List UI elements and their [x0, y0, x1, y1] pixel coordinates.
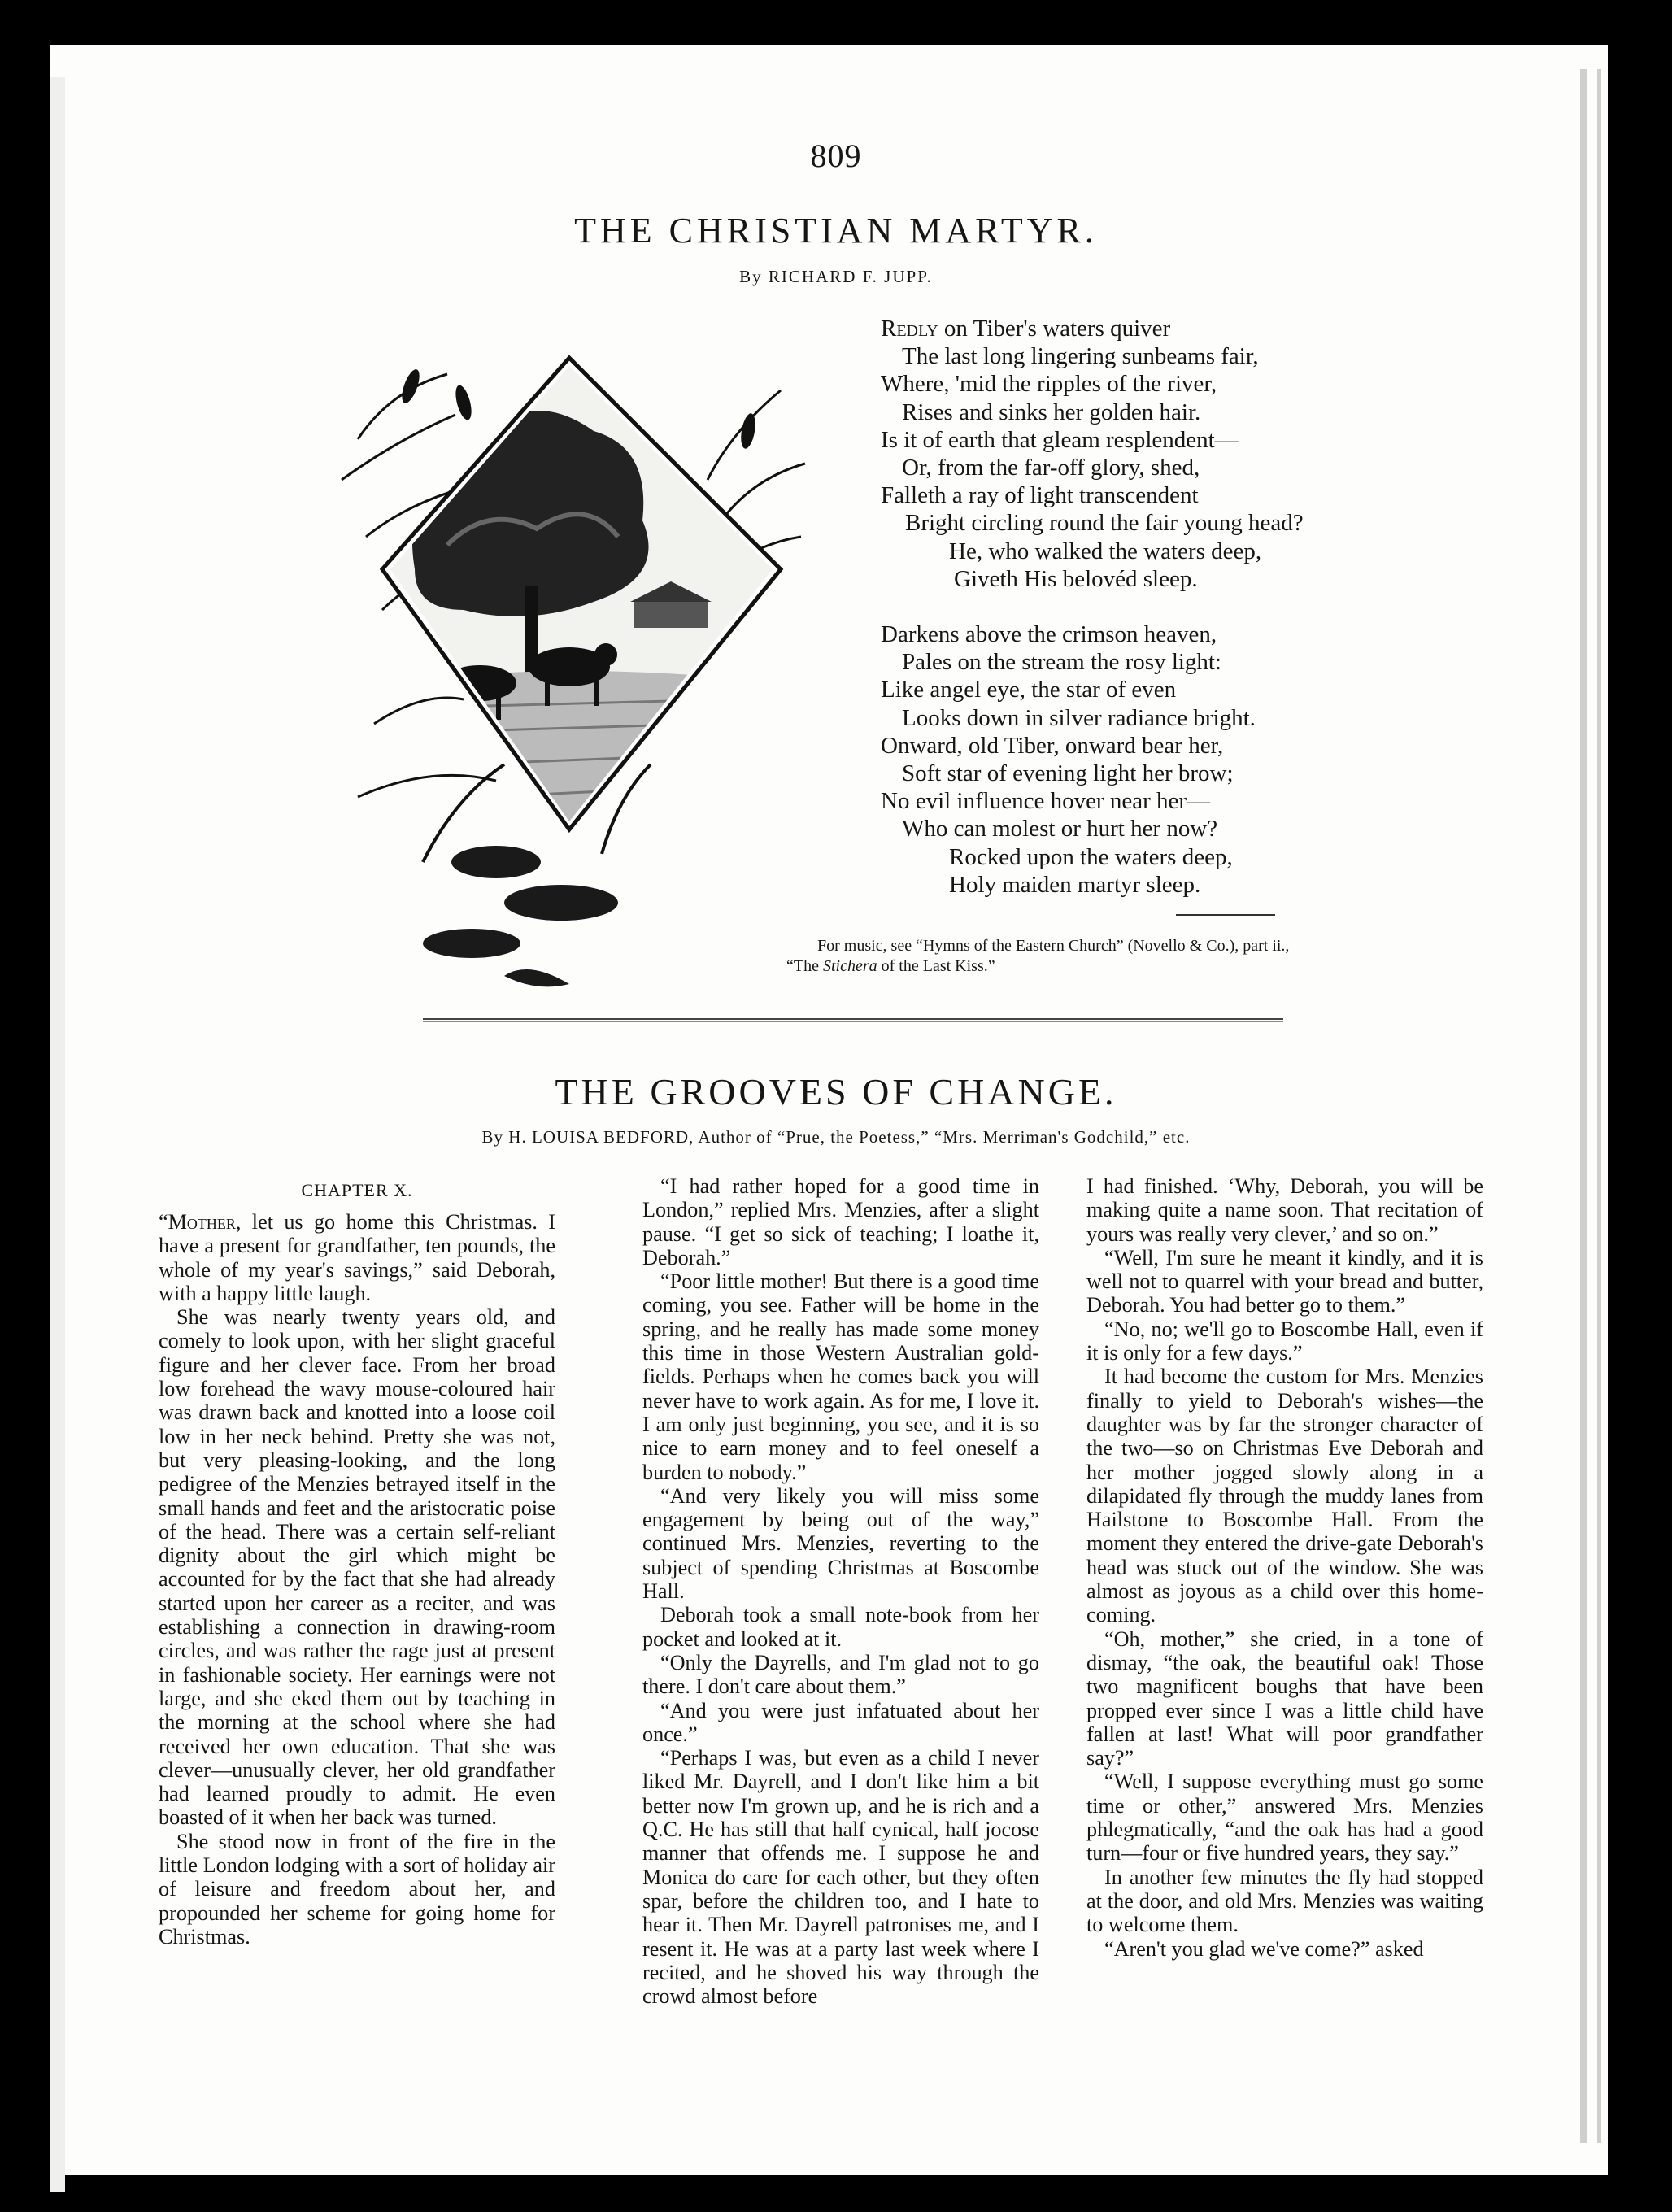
chapter-heading: CHAPTER X.	[301, 1180, 413, 1200]
divider-rule	[1176, 914, 1275, 916]
poem-line: Who can molest or hurt her now?	[902, 816, 1218, 843]
page-number: 809	[810, 137, 862, 174]
poem-line: Rises and sinks her golden hair.	[902, 398, 1201, 425]
foreground-foliage	[423, 764, 651, 986]
paragraph: She was nearly twenty years old, and comely to look upon, with her slight graceful figure and her clever face. From her broad low forehead the wavy mouse-coloured hair was drawn back and knotted into a loose coil low in her neck behind. Pretty she was not, but very pleasing-looking, and the long pedigree of the Menzies betrayed itself in the small hands and feet and the aristocratic poise of the head. There was a certain self-reliant dignity about the girl which might be accounted for by the fact that she had already started upon her career as a reciter, and was establishing a connection in drawing-room circles, and was rather the rage just at present in fashionable society. Her earnings were not large, and she eked them out by teaching in the morning at the school where she had received her own education. That she was clever—unusually clever, her old grandfather had learned proudly to admit. He even boasted of it when her back was turned.	[159, 1305, 555, 1830]
poem-line: Falleth a ray of light transcendent	[881, 482, 1199, 509]
poem-title: THE CHRISTIAN MARTYR.	[574, 211, 1098, 250]
paragraph: “Aren't you glad we've come?” asked	[1104, 1936, 1424, 1961]
poem-line: Is it of earth that gleam resplendent—	[881, 426, 1239, 453]
poem-line: He, who walked the waters deep,	[949, 538, 1262, 564]
poem-line: Holy maiden martyr sleep.	[949, 871, 1201, 898]
poem-byline: By RICHARD F. JUPP.	[739, 267, 933, 286]
poem-line: Soft star of evening light her brow;	[902, 760, 1234, 787]
paragraph: “No, no; we'll go to Boscombe Hall, even if it is only for a few days.”	[1086, 1317, 1483, 1365]
paragraph: “Perhaps I was, but even as a child I never liked Mr. Dayrell, and I don't like him a bit better now I'm grown up, and he is rich and a Q.C. He has still that half cynical, half jocose manner that offends me. I suppose he and Monica do care for each other, but they often spar, before the children too, and I hate to hear it. Then Mr. Dayrell patronises me, and I resent it. He was at a party last week where I recited, and he shoved his way through the crowd almost before	[642, 1746, 1039, 2009]
paragraph: “Oh, mother,” she cried, in a tone of dismay, “the oak, the beautiful oak! Those two magnificent boughs that have been propped ever since I was a little child have fallen at last! What will poor grandfather say?”	[1086, 1626, 1483, 1770]
poem-line: Like angel eye, the star of even	[881, 677, 1177, 703]
story-column-2	[642, 1174, 1039, 2008]
story-column-3	[1086, 1174, 1483, 1961]
poem-line: The last long lingering sunbeams fair,	[902, 343, 1259, 370]
story-title: THE GROOVES OF CHANGE.	[555, 1071, 1117, 1113]
paragraph: “Poor little mother! But there is a good time coming, you see. Father will be home in the spring, and he really has made some money this time in those Western Australian gold-fields. Perhaps when he comes back you will never have to work again. As for me, I love it. I am only just beginning, you see, and it is so nice to earn money and to feel oneself a burden to nobody.”	[642, 1269, 1039, 1484]
paragraph: “And you were just infatuated about her once.”	[642, 1698, 1039, 1746]
paragraph: I had finished. ‘Why, Deborah, you will be making quite a name soon. That recitation of yours was really very clever,’ and so on.”	[1086, 1174, 1483, 1246]
paragraph: “Only the Dayrells, and I'm glad not to go there. I don't care about them.”	[642, 1650, 1039, 1699]
paragraph: “Well, I'm sure he meant it kindly, and it is well not to quarrel with your bread and butter, Deborah. You had better go to them.”	[1086, 1245, 1483, 1317]
poem-line: Bright circling round the fair young head?	[905, 510, 1304, 537]
poem-line: Redly on Tiber's waters quiver	[881, 316, 1171, 342]
paragraph: “Mother, let us go home this Christmas. I have a present for grandfather, ten pounds, the whole of my year's savings,” said Deborah, with a happy little laugh.	[159, 1210, 555, 1305]
poem-text	[881, 315, 1304, 899]
poem-line: Or, from the far-off glory, shed,	[902, 455, 1200, 481]
paragraph: In another few minutes the fly had stopped at the door, and old Mrs. Menzies was waiting to welcome them.	[1086, 1865, 1483, 1937]
paragraph: “I had rather hoped for a good time in London,” replied Mrs. Menzies, after a slight pause. “I get so sick of teaching; I loathe it, Deborah.”	[642, 1174, 1039, 1269]
poem-first-word: Redly	[881, 316, 938, 342]
section-divider	[423, 1018, 1283, 1022]
poem-line: Darkens above the crimson heaven,	[881, 621, 1217, 648]
music-note: For music, see “Hymns of the Eastern Church” (Novello & Co.), part ii., “The Stichera of the Last Kiss.”	[786, 937, 1290, 975]
paragraph: It had become the custom for Mrs. Menzies finally to yield to Deborah's wishes—the daughter was by far the stronger character of the two—so on Christmas Eve Deborah and her mother jogged slowly along in a dilapidated fly through the muddy lanes from Hailstone to Boscombe Hall. From the moment they entered the drive-gate Deborah's head was stuck out of the window. She was almost as joyous as a child over this home-coming.	[1086, 1365, 1483, 1627]
poem-line: Where, 'mid the ripples of the river,	[881, 371, 1217, 398]
poem-line: No evil influence hover near her—	[881, 788, 1211, 815]
paragraph: She stood now in front of the fire in the little London lodging with a sort of holiday air of leisure and freedom about her, and propounded her scheme for going home for Christmas.	[159, 1829, 555, 1949]
poem-line: Onward, old Tiber, onward bear her,	[881, 732, 1224, 759]
story-column-1	[159, 1178, 555, 1949]
paragraph: Deborah took a small note-book from her pocket and looked at it.	[642, 1603, 1039, 1651]
river-vignette-illustration	[325, 342, 813, 1008]
paragraph: “And very likely you will miss some engagement by being out of the way,” continued Mrs. Menzies, reverting to the subject of spending Christmas at Boscombe Hall.	[642, 1483, 1039, 1604]
poem-line: Looks down in silver radiance bright.	[902, 704, 1256, 731]
poem-line: Rocked upon the waters deep,	[949, 843, 1233, 870]
paragraph: “Well, I suppose everything must go some time or other,” answered Mrs. Menzies phlegmatically, “and the oak has had a good turn—four or five hundred years, they say.”	[1086, 1770, 1483, 1866]
poem-line: Giveth His belovéd sleep.	[954, 565, 1198, 592]
poem-line: Pales on the stream the rosy light:	[902, 649, 1222, 676]
story-byline: By H. LOUISA BEDFORD, Author of “Prue, the Poetess,” “Mrs. Merriman's Godchild,” etc.	[481, 1127, 1191, 1147]
